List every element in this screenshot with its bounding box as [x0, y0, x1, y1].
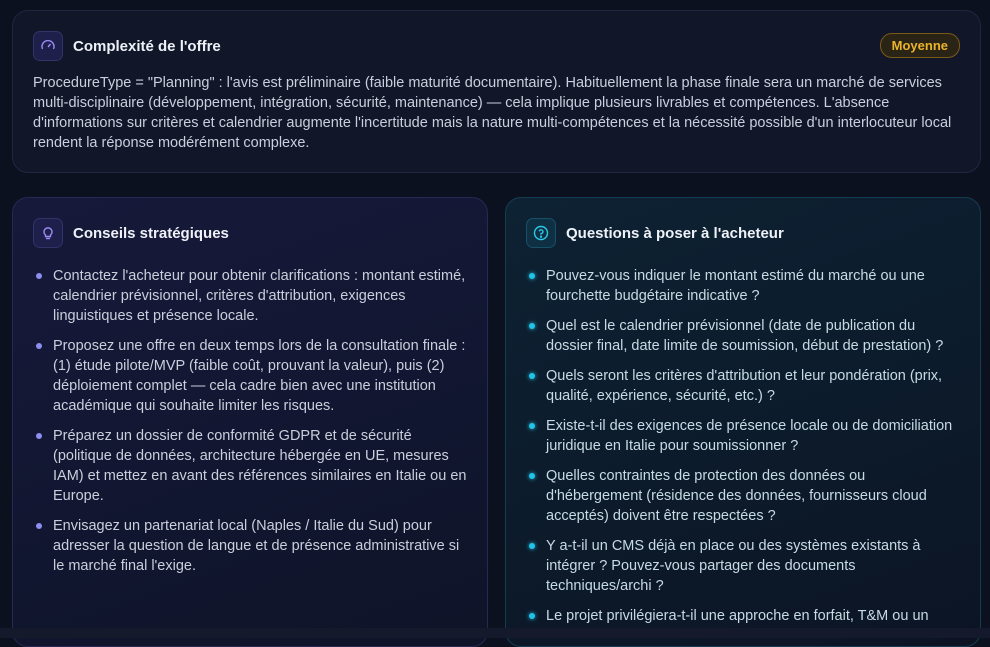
- question-circle-icon: [526, 218, 556, 248]
- card-title: Questions à poser à l'acheteur: [566, 224, 784, 242]
- list-item: Préparez un dossier de conformité GDPR et de sécurité (politique de données, architecture hébergée en UE, mesures IAM) et mettez en avant des références similaires en Italie ou en Europe.: [33, 426, 467, 506]
- advice-list: [33, 266, 467, 576]
- list-item: Y a-t-il un CMS déjà en place ou des systèmes existants à intégrer ? Pouvez-vous partager des documents techniques/archi ?: [526, 536, 960, 596]
- list-item: Le projet privilégiera-t-il une approche en forfait, T&M ou un: [526, 606, 960, 626]
- list-item: Quels seront les critères d'attribution et leur pondération (prix, qualité, expérience, sécurité, etc.) ?: [526, 366, 960, 406]
- bottom-bar: [0, 628, 990, 638]
- list-item: Existe-t-il des exigences de présence locale ou de domiciliation juridique en Italie pour soumissionner ?: [526, 416, 960, 456]
- list-item: Envisagez un partenariat local (Naples / Italie du Sud) pour adresser la question de langue et de présence administrative si le marché final l'exige.: [33, 516, 467, 576]
- list-item: Quel est le calendrier prévisionnel (date de publication du dossier final, date limite de soumission, début de prestation) ?: [526, 316, 960, 356]
- questions-list: [526, 266, 960, 626]
- list-item: Contactez l'acheteur pour obtenir clarifications : montant estimé, calendrier prévisionnel, critères d'attribution, exigences linguistiques et présence locale.: [33, 266, 467, 326]
- advice-card: [12, 197, 488, 647]
- list-item: Quelles contraintes de protection des données ou d'hébergement (résidence des données, fournisseurs cloud acceptés) doivent être respectées ?: [526, 466, 960, 526]
- list-item: Proposez une offre en deux temps lors de la consultation finale : (1) étude pilote/MVP (faible coût, prouvant la valeur), puis (2) déploiement complet — cela cadre bien avec une institution académique qui souhaite limiter les risques.: [33, 336, 467, 416]
- complexity-card: [12, 10, 981, 173]
- lightbulb-icon: [33, 218, 63, 248]
- complexity-text: ProcedureType = "Planning" : l'avis est préliminaire (faible maturité documentaire). Habituellement la phase finale sera un marché de services multi-disciplinaire (développement, intégration, sécurité, maintenance) — cela implique plusieurs livrables et compétences. L'absence d'informations sur critères et calendrier augmente l'incertitude mais la nature multi-compétences et la nécessité possible d'un interlocuteur local rendent la réponse modérément complexe.: [33, 75, 952, 151]
- list-item: Pouvez-vous indiquer le montant estimé du marché ou une fourchette budgétaire indicative ?: [526, 266, 960, 306]
- card-title: Complexité de l'offre: [73, 37, 221, 55]
- complexity-badge: Moyenne: [880, 33, 960, 58]
- card-title: Conseils stratégiques: [73, 224, 229, 242]
- questions-card: [505, 197, 981, 647]
- gauge-icon: [33, 31, 63, 61]
